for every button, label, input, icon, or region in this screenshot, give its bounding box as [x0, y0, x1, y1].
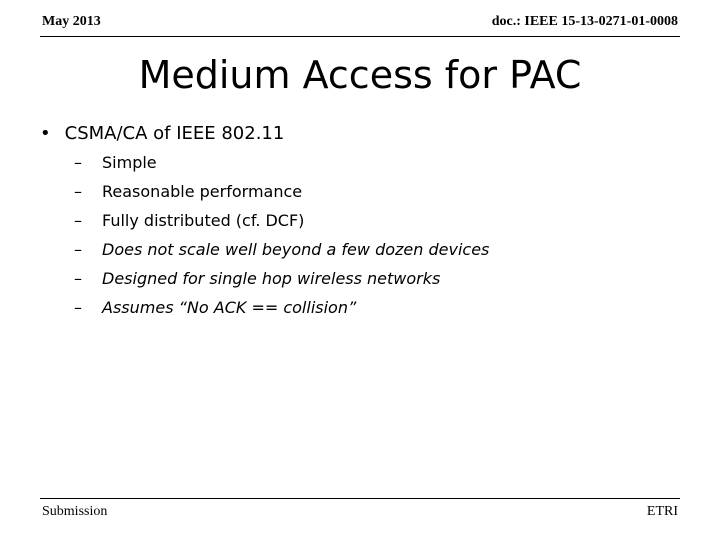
- sub-bullet-item: [74, 150, 489, 179]
- dash-marker: –: [74, 240, 82, 259]
- footer-submission: Submission: [42, 504, 108, 519]
- header-doc-id: doc.: IEEE 15-13-0271-01-0008: [491, 14, 678, 29]
- dash-marker: –: [74, 211, 82, 230]
- sub-bullet-list: [74, 150, 489, 324]
- slide-title: Medium Access for PAC: [138, 53, 582, 97]
- dash-marker: –: [74, 298, 82, 317]
- footer-divider: [40, 498, 680, 499]
- dash-marker: –: [74, 153, 82, 172]
- bullet-marker: •: [40, 123, 51, 144]
- sub-bullet-text: Assumes “No ACK == collision”: [102, 298, 357, 317]
- sub-bullet-item: [74, 266, 489, 295]
- sub-bullet-item: [74, 208, 489, 237]
- sub-bullet-item: [74, 295, 489, 324]
- sub-bullet-text: Reasonable performance: [102, 182, 303, 201]
- dash-marker: –: [74, 182, 82, 201]
- header-divider: [40, 36, 680, 37]
- footer-organization: ETRI: [646, 504, 678, 519]
- sub-bullet-item: [74, 179, 489, 208]
- dash-marker: –: [74, 269, 82, 288]
- sub-bullet-text: Simple: [102, 153, 157, 172]
- sub-bullet-text: Does not scale well beyond a few dozen devices: [102, 240, 490, 259]
- sub-bullet-text: Fully distributed (cf. DCF): [102, 211, 305, 230]
- sub-bullet-text: Designed for single hop wireless networks: [102, 269, 441, 288]
- bullet-text: CSMA/CA of IEEE 802.11: [64, 123, 285, 144]
- sub-bullet-item: [74, 237, 489, 266]
- bullet-item: [40, 122, 284, 146]
- header-date: May 2013: [42, 14, 101, 29]
